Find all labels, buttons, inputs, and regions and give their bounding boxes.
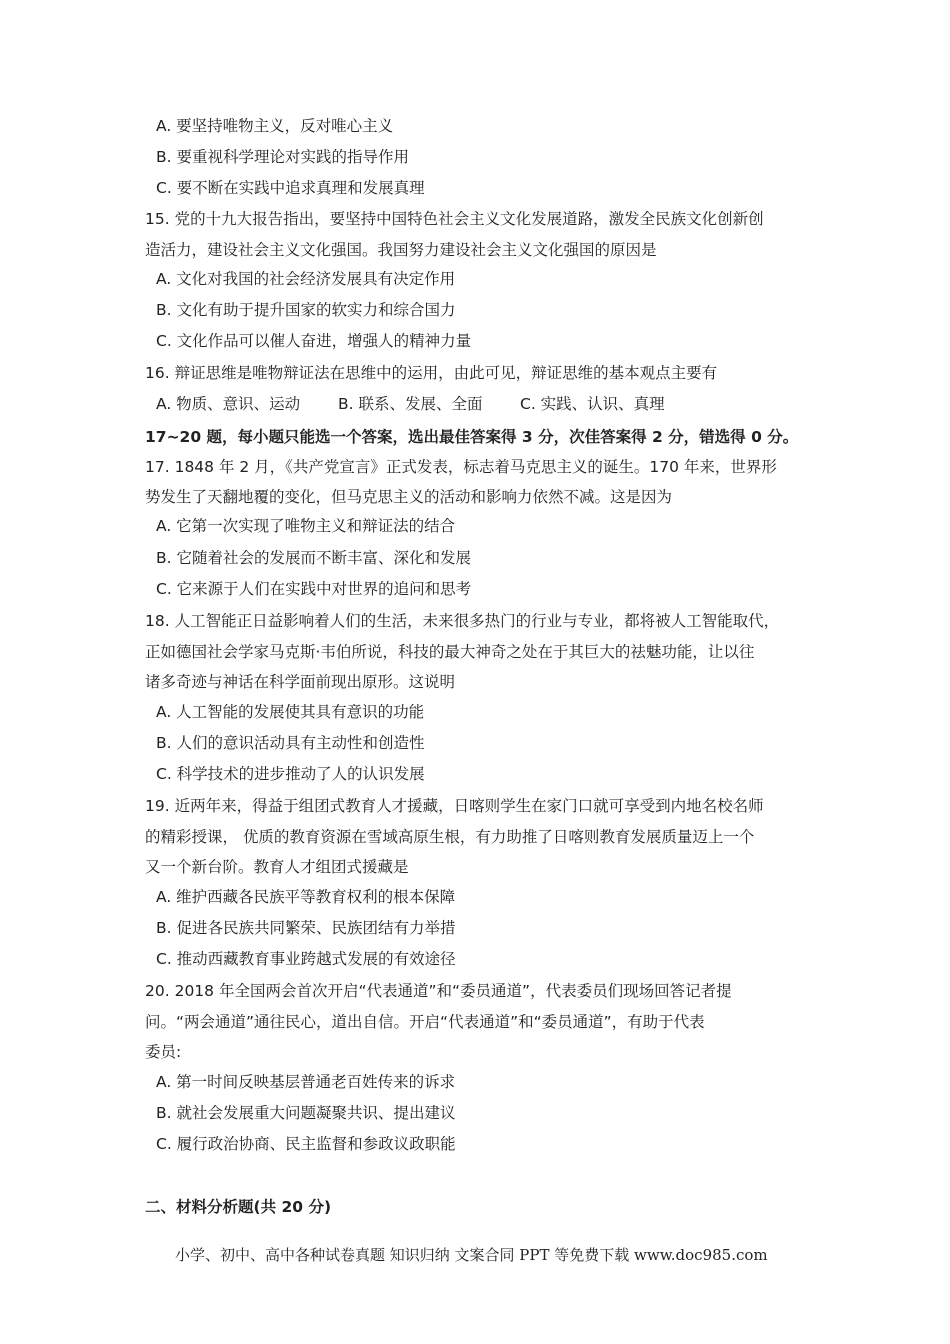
q14-option-b: B. 要重视科学理论对实践的指导作用 bbox=[156, 148, 409, 166]
q17-option-b: B. 它随着社会的发展而不断丰富、深化和发展 bbox=[156, 549, 471, 567]
q16-options-row bbox=[156, 393, 665, 415]
q14-option-a: A. 要坚持唯物主义，反对唯心主义 bbox=[156, 117, 394, 135]
q20-stem-line-2: 问。“两会通道”通往民心，道出自信。开启“代表通道”和“委员通道”，有助于代表 bbox=[145, 1013, 705, 1031]
q20-option-c: C. 履行政治协商、民主监督和参政议政职能 bbox=[156, 1135, 456, 1153]
q18-stem-line-2: 正如德国社会学家马克斯·韦伯所说，科技的最大神奇之处在于其巨大的祛魅功能，让以往 bbox=[145, 643, 755, 661]
q18-option-c: C. 科学技术的进步推动了人的认识发展 bbox=[156, 765, 425, 783]
q17-stem-line-2: 势发生了天翻地覆的变化，但马克思主义的活动和影响力依然不减。这是因为 bbox=[145, 488, 673, 506]
q19-stem-line-1: 19. 近两年来，得益于组团式教育人才援藏，日喀则学生在家门口就可享受到内地名校名师 bbox=[145, 797, 764, 815]
q15-stem-line-1: 15. 党的十九大报告指出，要坚持中国特色社会主义文化发展道路，激发全民族文化创新创 bbox=[145, 210, 764, 228]
q19-option-c: C. 推动西藏教育事业跨越式发展的有效途径 bbox=[156, 950, 456, 968]
q18-option-a: A. 人工智能的发展使其具有意识的功能 bbox=[156, 703, 425, 721]
q16-option-b: B. 联系、发展、全面 bbox=[338, 395, 483, 413]
q14-option-c: C. 要不断在实践中追求真理和发展真理 bbox=[156, 179, 425, 197]
q19-option-b: B. 促进各民族共同繁荣、民族团结有力举措 bbox=[156, 919, 456, 937]
q18-stem-line-3: 诸多奇迹与神话在科学面前现出原形。这说明 bbox=[145, 673, 456, 691]
q15-option-c: C. 文化作品可以催人奋进，增强人的精神力量 bbox=[156, 332, 472, 350]
q19-stem-line-2: 的精彩授课， 优质的教育资源在雪域高原生根，有力助推了日喀则教育发展质量迈上一个 bbox=[145, 828, 755, 846]
q17-stem-line-1: 17. 1848 年 2 月，《共产党宣言》正式发表，标志着马克思主义的诞生。170 年来，世界形 bbox=[145, 458, 777, 476]
q20-option-b: B. 就社会发展重大问题凝聚共识、提出建议 bbox=[156, 1104, 456, 1122]
section-two-heading: 二、材料分析题(共 20 分) bbox=[145, 1198, 332, 1216]
instruction-17-20: 17~20 题，每小题只能选一个答案，选出最佳答案得 3 分，次佳答案得 2 分，错选得 0 分。 bbox=[145, 428, 799, 446]
q20-option-a: A. 第一时间反映基层普通老百姓传来的诉求 bbox=[156, 1073, 456, 1091]
q19-option-a: A. 维护西藏各民族平等教育权利的根本保障 bbox=[156, 888, 456, 906]
q20-stem-line-1: 20. 2018 年全国两会首次开启“代表通道”和“委员通道”，代表委员们现场回答记者提 bbox=[145, 982, 732, 1000]
q17-option-c: C. 它来源于人们在实践中对世界的追问和思考 bbox=[156, 580, 472, 598]
q20-stem-line-3: 委员: bbox=[145, 1043, 182, 1061]
q15-option-b: B. 文化有助于提升国家的软实力和综合国力 bbox=[156, 301, 456, 319]
q18-stem-line-1: 18. 人工智能正日益影响着人们的生活，未来很多热门的行业与专业，都将被人工智能取代， bbox=[145, 612, 780, 630]
q16-stem: 16. 辩证思维是唯物辩证法在思维中的运用，由此可见，辩证思维的基本观点主要有 bbox=[145, 364, 718, 382]
q15-option-a: A. 文化对我国的社会经济发展具有决定作用 bbox=[156, 270, 456, 288]
q16-option-c: C. 实践、认识、真理 bbox=[520, 395, 665, 413]
q17-option-a: A. 它第一次实现了唯物主义和辩证法的结合 bbox=[156, 517, 456, 535]
q16-option-a: A. 物质、意识、运动 bbox=[156, 395, 301, 413]
q19-stem-line-3: 又一个新台阶。教育人才组团式援藏是 bbox=[145, 858, 409, 876]
footer-download-notice: 小学、初中、高中各种试卷真题 知识归纳 文案合同 PPT 等免费下载 www.doc985.com bbox=[175, 1246, 768, 1264]
q18-option-b: B. 人们的意识活动具有主动性和创造性 bbox=[156, 734, 425, 752]
q15-stem-line-2: 造活力，建设社会主义文化强国。我国努力建设社会主义文化强国的原因是 bbox=[145, 241, 657, 259]
